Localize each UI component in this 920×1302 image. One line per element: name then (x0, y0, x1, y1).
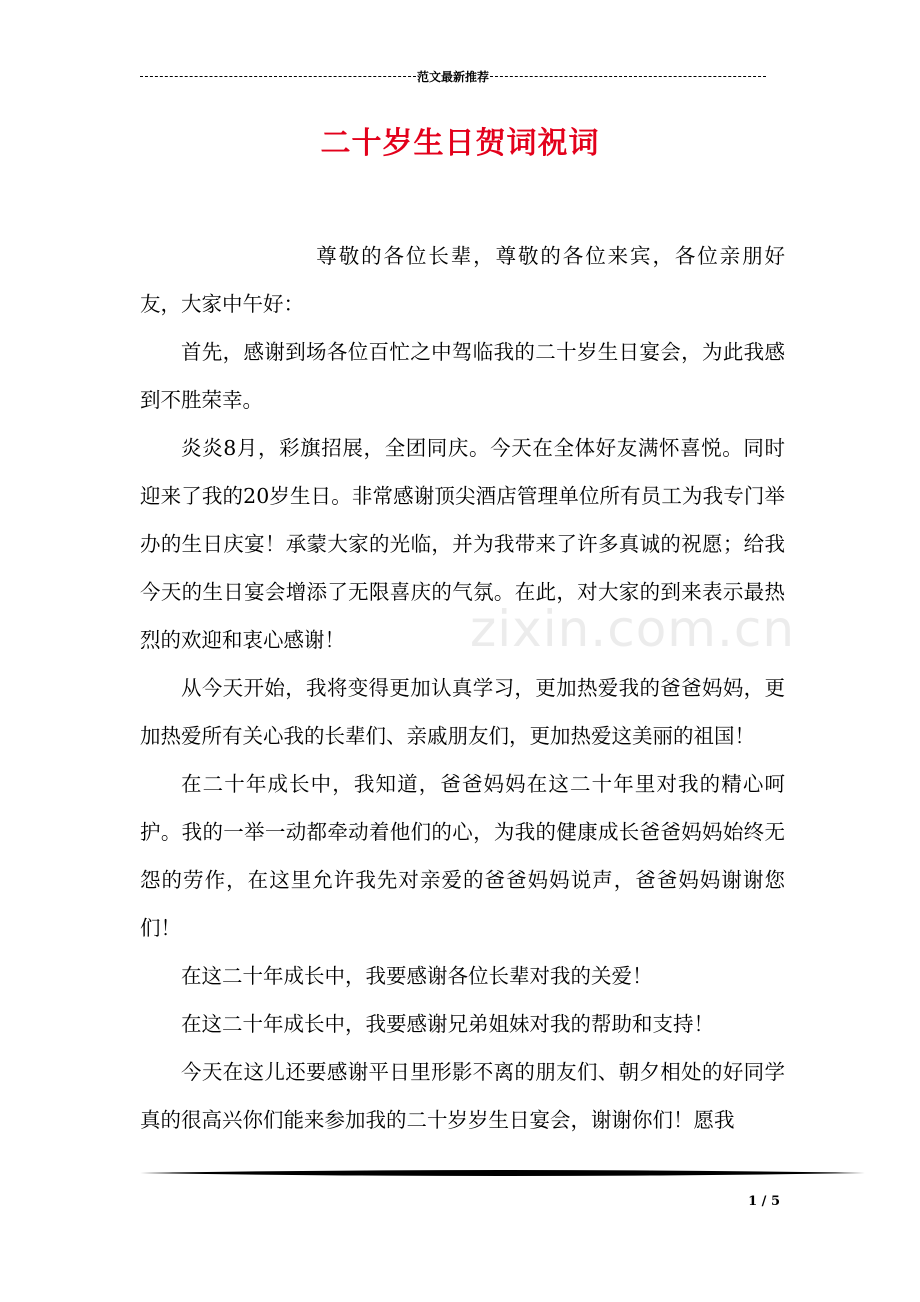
footer-divider (140, 1168, 865, 1178)
paragraph: 从今天开始，我将变得更加认真学习，更加热爱我的爸爸妈妈，更加热爱所有关心我的长辈们、亲戚朋友们，更加热爱这美丽的祖国！ (140, 676, 785, 748)
header-dash-left (140, 76, 416, 77)
watermark: zixin.com.cn (470, 600, 796, 658)
paragraph: 在二十年成长中，我知道，爸爸妈妈在这二十年里对我的精心呵护。我的一举一动都牵动着他们的心，为我的健康成长爸爸妈妈始终无怨的劳作，在这里允许我先对亲爱的爸爸妈妈说声，爸爸妈妈谢谢您们！ (140, 772, 785, 940)
paragraph: 在这二十年成长中，我要感谢兄弟姐妹对我的帮助和支持！ (181, 1012, 714, 1036)
paragraph: 炎炎8月，彩旗招展，全团同庆。今天在全体好友满怀喜悦。同时迎来了我的20岁生日。非常感谢顶尖酒店管理单位所有员工为我专门举办的生日庆宴！承蒙大家的光临，并为我带来了许多真诚的祝愿；给我今天的生日宴会增添了无限喜庆的气氛。在此，对大家的到来表示最热烈的欢迎和衷心感谢！ (140, 436, 785, 652)
document-body (140, 232, 785, 1144)
paragraph: 今天在这儿还要感谢平日里形影不离的朋友们、朝夕相处的好同学真的很高兴你们能来参加我的二十岁岁生日宴会，谢谢你们！愿我 (140, 1060, 785, 1132)
document-title: 二十岁生日贺词祝词 (320, 126, 600, 161)
header-banner (140, 66, 766, 86)
paragraph-greeting: 尊敬的各位长辈，尊敬的各位来宾，各位亲朋好友，大家中午好： (140, 244, 785, 316)
header-label: 范文最新推荐 (417, 69, 490, 84)
page-number: 1 / 5 (748, 1194, 780, 1209)
paragraph: 在这二十年成长中，我要感谢各位长辈对我的关爱！ (181, 964, 653, 988)
header-dash-right (490, 76, 766, 77)
paragraph: 首先，感谢到场各位百忙之中驾临我的二十岁生日宴会，为此我感到不胜荣幸。 (140, 340, 785, 412)
